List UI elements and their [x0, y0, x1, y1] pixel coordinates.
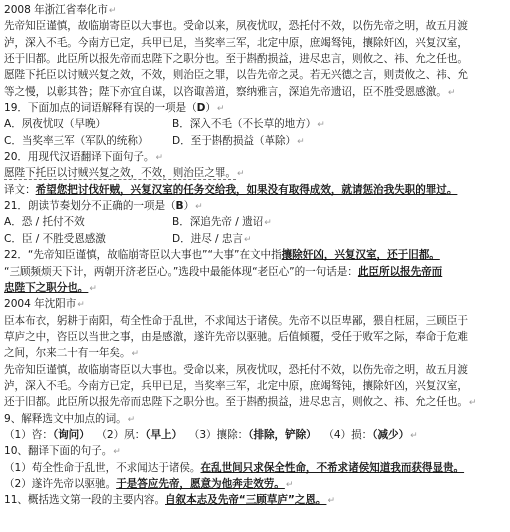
- question-22-cont: “三顾频烦天下计，两朝开济老臣心。”选段中最能体现“老臣心”的一句话是：此臣所以报先帝而: [4, 265, 443, 278]
- answer: 此臣所以报先帝而: [357, 265, 443, 278]
- question-22: 22．“先帝知臣谨慎，故临崩寄臣以大事也”“大事”在文中指攘除奸凶，兴复汉室，还于旧都。: [4, 249, 440, 262]
- question-19: 19．下面加点的词语解释有误的一项是（D）↵: [4, 102, 225, 115]
- passage-line: 泸，深入不毛。今南方已定，兵甲已足，当奖率三军，北定中原，庶竭驽钝，攘除奸凶，兴复汉室，: [4, 379, 468, 392]
- question-9: 9、解释选文中加点的词。↵: [4, 412, 136, 425]
- question-9-items: （1）咨：（询问） （2）夙：（早上） （3）攘除：（排除，铲除） （4）损：（减少）↵: [4, 428, 418, 441]
- passage-line: 愿陛下托臣以讨贼兴复之效，不效，则治臣之罪，以告先帝之灵。若无兴德之言，则责攸之、祎、允: [4, 69, 468, 82]
- question-22-cont: 忠陛下之职分也。↵: [4, 281, 97, 294]
- question-11: 11、概括选文第一段的主要内容。自叙本志及先帝“三顾草庐”之恩。↵: [4, 494, 335, 507]
- passage-line: 之间，尔来二十有一年矣。↵: [4, 347, 140, 360]
- passage-line: 臣本布衣，躬耕于南阳，苟全性命于乱世，不求闻达于诸侯。先帝不以臣卑鄙，猥自枉屈，三顾臣于: [4, 314, 468, 327]
- section-title: 2004 年沈阳市↵: [4, 298, 85, 311]
- question-10-item: （1）苟全性命于乱世，不求闻达于诸侯。在乱世间只求保全性命，不希求诸侯知道我而获得显贵。: [4, 461, 465, 474]
- answer: （减少）: [372, 428, 410, 441]
- answer: （排除，铲除）: [248, 428, 317, 441]
- answer: 攘除奸凶，兴复汉室，还于旧都。: [281, 249, 440, 262]
- answer-line: 译文：希望您把讨伐奸贼，兴复汉室的任务交给我，如果没有取得成效，就请惩治我失职的罪过。: [4, 183, 458, 196]
- passage-line: 先帝知臣谨慎，故临崩寄臣以大事也。受命以来，夙夜忧叹，恐托付不效，以伤先帝之明，故五月渡: [4, 363, 468, 376]
- paragraph-mark: ↵: [108, 6, 117, 16]
- answer: 忠陛下之职分也。: [4, 281, 89, 294]
- passage-line: 先帝知臣谨慎，故临崩寄臣以大事也。受命以来，夙夜忧叹，恐托付不效，以伤先帝之明，故五月渡: [4, 20, 468, 33]
- answer: （询问）: [52, 428, 90, 441]
- question-10: 10、翻译下面的句子。↵: [4, 445, 121, 458]
- answer: B: [175, 200, 184, 213]
- passage-line: 还于旧都。此臣所以报先帝而忠陛下之职分也。至于斟酌损益，进尽忠言，则攸之、祎、允之任也。↵: [4, 396, 477, 409]
- options-row: A．恐 / 托付不效 B．深追先帝 / 遗诏↵: [4, 216, 272, 229]
- options-row: C．当奖率三军（军队的统称） D．至于斟酌损益（革除）↵: [4, 134, 305, 147]
- passage-line: 还于旧都。此臣所以报先帝而忠陛下之职分也。至于斟酌损益，进尽忠言，则攸之、祎、允之任也。: [4, 53, 468, 66]
- answer: 自叙本志及先帝“三顾草庐”之恩。: [165, 494, 327, 507]
- options-row: C．臣 / 不胜受恩感激 D．进尽 / 忠言↵: [4, 232, 252, 245]
- section-title: 2008 年浙江省奉化市↵: [4, 4, 117, 16]
- passage-line: 草庐之中，咨臣以当世之事，由是感激，遂许先帝以驱驰。后值倾覆，受任于败军之际，奉命于危难: [4, 330, 468, 343]
- passage-line: 泸，深入不毛。今南方已定，兵甲已足，当奖率三军，北定中原，庶竭驽钝，攘除奸凶，兴复汉室，: [4, 36, 468, 49]
- answer: 在乱世间只求保全性命，不希求诸侯知道我而获得显贵。: [200, 461, 465, 474]
- question-sentence: 愿陛下托臣以讨贼兴复之效，不效，则治臣之罪。↵: [4, 167, 245, 180]
- question-21: 21．朗读节奏划分不正确的一项是（B）↵: [4, 200, 203, 213]
- passage-line: 等之慢，以彰其咎；陛下亦宜自谋，以咨诹善道，察纳雅言，深追先帝遗诏，臣不胜受恩感激。↵: [4, 85, 456, 98]
- answer: D: [196, 102, 206, 115]
- answer: 于是答应先帝，愿意为他奔走效劳。: [116, 477, 285, 490]
- answer: （早上）: [145, 428, 183, 441]
- options-row: A．夙夜忧叹（早晚） B．深入不毛（不长草的地方）↵: [4, 118, 325, 131]
- question-20: 20．用现代汉语翻译下面句子。↵: [4, 151, 163, 164]
- answer: 希望您把讨伐奸贼，兴复汉室的任务交给我，如果没有取得成效，就请惩治我失职的罪过。: [35, 183, 458, 196]
- question-10-item: （2）遂许先帝以驱驰。于是答应先帝，愿意为他奔走效劳。↵: [4, 477, 294, 490]
